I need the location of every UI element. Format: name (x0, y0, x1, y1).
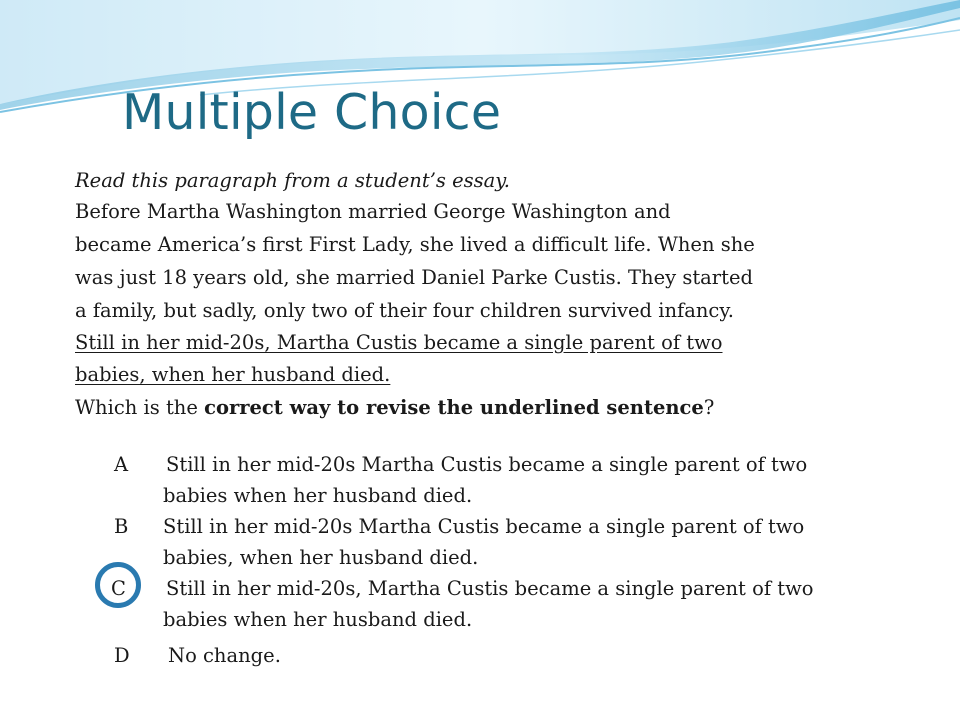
option-a-text[interactable]: babies when her husband died. (163, 484, 473, 507)
option-c-letter[interactable]: C (111, 577, 126, 600)
question-prefix: Which is the (75, 396, 205, 419)
slide-title: Multiple Choice (122, 84, 502, 141)
paragraph-line: a family, but sadly, only two of their four children survived infancy. (75, 299, 734, 322)
option-c-text[interactable]: babies when her husband died. (163, 608, 473, 631)
option-d-letter[interactable]: D (114, 644, 130, 667)
option-a-text[interactable]: Still in her mid-20s Martha Custis became a single parent of two (166, 453, 808, 476)
option-d-text[interactable]: No change. (168, 644, 281, 667)
option-a-letter[interactable]: A (114, 453, 129, 476)
question-suffix: ? (703, 396, 715, 419)
paragraph-line: Before Martha Washington married George Washington and (75, 200, 671, 223)
underlined-sentence-line: babies, when her husband died. (75, 363, 391, 386)
underlined-sentence-line: Still in her mid-20s, Martha Custis became a single parent of two (75, 331, 723, 354)
option-b-letter[interactable]: B (114, 515, 129, 538)
question-bold: correct way to revise the underlined sentence (204, 396, 704, 419)
paragraph-line: became America’s first First Lady, she lived a difficult life. When she (75, 233, 755, 256)
question (75, 393, 714, 423)
paragraph-line: was just 18 years old, she married Daniel Parke Custis. They started (75, 266, 753, 289)
option-c-text[interactable]: Still in her mid-20s, Martha Custis became a single parent of two (166, 577, 814, 600)
option-b-text[interactable]: babies, when her husband died. (163, 546, 479, 569)
essay-prompt: Read this paragraph from a student’s essay. (75, 169, 510, 192)
option-b-text[interactable]: Still in her mid-20s Martha Custis became a single parent of two (163, 515, 805, 538)
